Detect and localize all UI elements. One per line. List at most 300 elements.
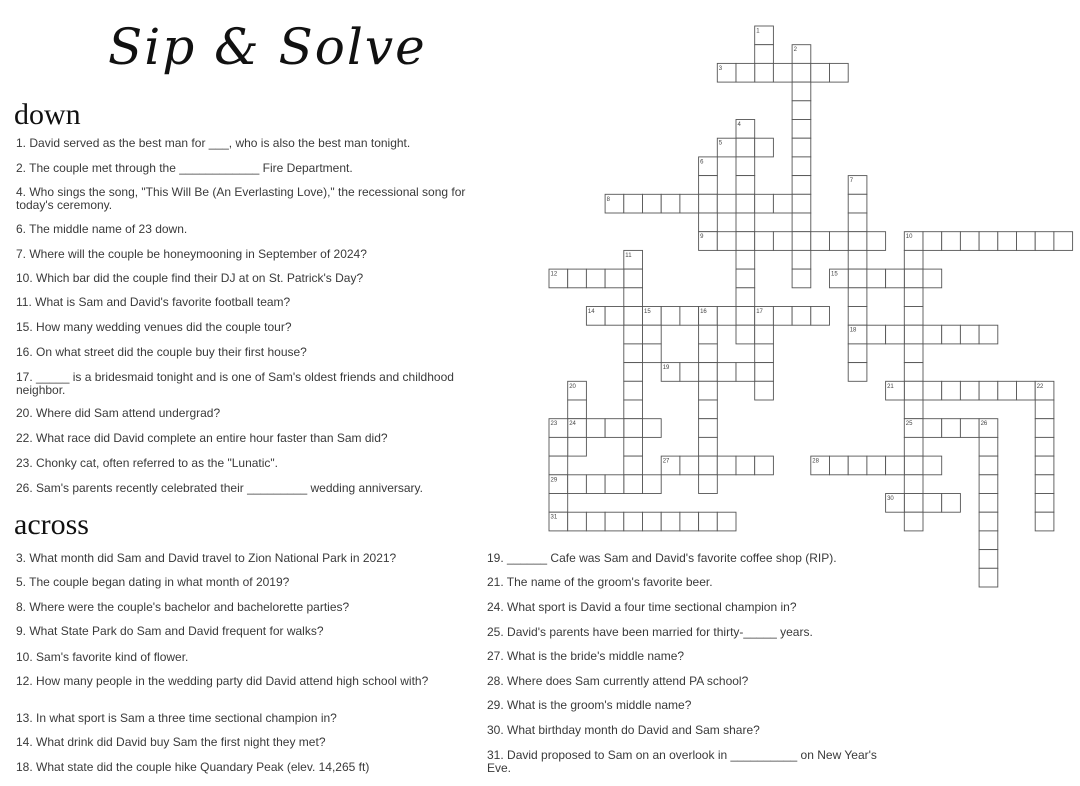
crossword-cell[interactable] [1035,437,1054,456]
crossword-cell[interactable] [605,419,624,438]
across-heading: across [14,508,89,541]
crossword-cell[interactable] [867,269,886,288]
crossword-cell[interactable] [661,456,680,475]
cell-number: 1 [756,28,760,35]
crossword-cell[interactable] [755,363,774,382]
crossword-cell[interactable] [1054,232,1073,251]
clue-number: 8. [16,600,27,614]
cell-number: 18 [849,327,857,334]
crossword-cell[interactable] [830,269,849,288]
crossword-cell[interactable] [792,45,811,64]
crossword-cell[interactable] [755,194,774,213]
crossword-cell[interactable] [755,63,774,82]
crossword-cell[interactable] [717,138,736,157]
crossword-cell[interactable] [755,307,774,326]
crossword-cell[interactable] [755,325,774,344]
clue-text: The middle name of 23 down. [26,222,188,236]
crossword-cell[interactable] [736,194,755,213]
crossword-cell[interactable] [643,344,662,363]
crossword-cell[interactable] [736,325,755,344]
cell-number: 28 [812,458,819,465]
crossword-cell[interactable] [736,157,755,176]
clue-text: Where will the couple be honeymooning in September of 2024? [26,247,367,261]
crossword-cell[interactable] [923,232,942,251]
crossword-cell[interactable] [848,288,867,307]
crossword-cell[interactable] [736,307,755,326]
cell-number: 7 [849,178,854,185]
down-heading: down [14,98,81,131]
crossword-cell[interactable] [624,437,643,456]
crossword-cell[interactable] [736,288,755,307]
clue-text: On what street did the couple buy their first house? [32,345,307,359]
clue-text: How many wedding venues did the couple tour? [32,320,292,334]
crossword-cell[interactable] [624,269,643,288]
crossword-cell[interactable] [549,512,568,531]
crossword-cell[interactable] [792,176,811,195]
crossword-cell[interactable] [886,381,905,400]
clue-number: 17. [16,370,33,384]
crossword-cell[interactable] [586,475,605,494]
crossword-cell[interactable] [904,381,923,400]
crossword-cell[interactable] [792,269,811,288]
clue-text: How many people in the wedding party did David attend high school with? [32,674,429,688]
crossword-cell[interactable] [923,456,942,475]
clue-text: David proposed to Sam on an overlook in __________ on New Year's Eve. [487,748,877,775]
across-clue [16,601,476,614]
crossword-cell[interactable] [699,456,718,475]
clue-number: 23. [16,456,33,470]
crossword-cell[interactable] [773,232,792,251]
crossword-cell[interactable] [942,232,961,251]
crossword-cell[interactable] [867,325,886,344]
crossword-cell[interactable] [736,456,755,475]
crossword-cell[interactable] [717,512,736,531]
clue-number: 6. [16,222,27,236]
crossword-cell[interactable] [549,419,568,438]
crossword-cell[interactable] [624,363,643,382]
clue-text: Sam's favorite kind of flower. [32,650,189,664]
crossword-cell[interactable] [979,550,998,569]
crossword-cell[interactable] [979,232,998,251]
crossword-cell[interactable] [699,325,718,344]
cell-number: 14 [587,309,595,315]
clue-text: What is the bride's middle name? [503,649,685,663]
crossword-cell[interactable] [886,456,905,475]
crossword-cell[interactable] [848,325,867,344]
crossword-cell[interactable] [848,176,867,195]
crossword-cell[interactable] [568,400,587,419]
cell-number: 8 [606,196,610,203]
clue-number: 18. [16,760,33,774]
clue-text: The name of the groom's favorite beer. [503,575,713,589]
crossword-cell[interactable] [605,475,624,494]
crossword-cell[interactable] [979,512,998,531]
clue-text: What State Park do Sam and David frequent for walks? [26,624,324,638]
crossword-cell[interactable] [979,381,998,400]
clue-text: Where were the couple's bachelor and bachelorette parties? [26,600,350,614]
crossword-cell[interactable] [979,531,998,550]
crossword-cell[interactable] [811,232,830,251]
down-clue [16,346,496,359]
crossword-cell[interactable] [568,475,587,494]
clue-number: 12. [16,674,33,688]
crossword-cell[interactable] [661,307,680,326]
across-clue [16,712,476,725]
crossword-cell[interactable] [904,344,923,363]
crossword-cell[interactable] [699,232,718,251]
crossword-cell[interactable] [643,194,662,213]
across-clue [487,724,907,737]
crossword-cell[interactable] [549,475,568,494]
clue-number: 15. [16,320,33,334]
crossword-cell[interactable] [830,232,849,251]
crossword-cell[interactable] [661,512,680,531]
crossword-cell[interactable] [1017,232,1036,251]
crossword-cell[interactable] [923,381,942,400]
crossword-cell[interactable] [549,494,568,513]
clue-number: 30. [487,723,504,737]
clue-text: What month did Sam and David travel to Zion National Park in 2021? [26,551,397,565]
crossword-cell[interactable] [624,288,643,307]
cell-number: 27 [662,458,670,465]
across-clue [16,576,476,589]
crossword-cell[interactable] [886,269,905,288]
crossword-cell[interactable] [942,325,961,344]
crossword-cell[interactable] [699,437,718,456]
crossword-cell[interactable] [624,456,643,475]
crossword-cell[interactable] [736,250,755,269]
crossword-cell[interactable] [979,419,998,438]
crossword-cell[interactable] [1035,494,1054,513]
crossword-cell[interactable] [699,381,718,400]
down-clue [16,407,496,420]
crossword-cell[interactable] [904,363,923,382]
clue-number: 25. [487,625,504,639]
crossword-cell[interactable] [549,437,568,456]
crossword-cell[interactable] [586,307,605,326]
crossword-cell[interactable] [699,194,718,213]
crossword-cell[interactable] [792,82,811,101]
crossword-cell[interactable] [848,344,867,363]
down-clue [16,296,496,309]
crossword-cell[interactable] [904,400,923,419]
cell-number: 20 [569,383,576,390]
crossword-cell[interactable] [792,157,811,176]
crossword-cell[interactable] [624,400,643,419]
crossword-cell[interactable] [979,494,998,513]
cell-number: 23 [550,421,558,428]
clue-text: What race did David complete an entire hour faster than Sam did? [32,431,388,445]
crossword-cell[interactable] [1035,456,1054,475]
crossword-cell[interactable] [568,419,587,438]
clue-number: 14. [16,735,33,749]
crossword-cell[interactable] [886,325,905,344]
crossword-cell[interactable] [848,194,867,213]
crossword-cell[interactable] [923,269,942,288]
crossword-cell[interactable] [904,232,923,251]
crossword-cell[interactable] [848,250,867,269]
crossword-cell[interactable] [848,456,867,475]
crossword-cell[interactable] [979,325,998,344]
crossword-cell[interactable] [699,419,718,438]
crossword-cell[interactable] [1035,512,1054,531]
down-clue [16,248,496,261]
crossword-cell[interactable] [736,232,755,251]
crossword-cell[interactable] [680,307,699,326]
crossword-cell[interactable] [792,194,811,213]
cell-number: 11 [625,252,632,259]
crossword-cell[interactable] [624,344,643,363]
crossword-cell[interactable] [717,307,736,326]
cell-number: 15 [644,309,651,315]
down-clue [16,137,496,150]
crossword-cell[interactable] [792,307,811,326]
crossword-cell[interactable] [717,363,736,382]
crossword-cell[interactable] [811,307,830,326]
crossword-cell[interactable] [979,475,998,494]
crossword-cell[interactable] [736,176,755,195]
across-clue [487,601,907,614]
clue-text: _____ is a bridesmaid tonight and is one of Sam's oldest friends and childhood neighbor. [16,370,454,397]
crossword-cell[interactable] [1035,419,1054,438]
crossword-cell[interactable] [848,269,867,288]
crossword-cell[interactable] [904,512,923,531]
crossword-cell[interactable] [792,232,811,251]
cell-number: 3 [718,65,723,72]
down-clue [16,321,496,334]
crossword-cell[interactable] [624,194,643,213]
crossword-cell[interactable] [605,512,624,531]
crossword-cell[interactable] [960,232,979,251]
crossword-cell[interactable] [755,381,774,400]
clue-text: David's parents have been married for thirty-_____ years. [503,625,813,639]
cell-number: 10 [905,234,913,241]
crossword-cell[interactable] [755,26,774,45]
crossword-cell[interactable] [549,269,568,288]
crossword-cell[interactable] [736,363,755,382]
crossword-cell[interactable] [568,381,587,400]
cell-number: 31 [550,514,558,521]
clue-number: 3. [16,551,27,565]
crossword-cell[interactable] [624,325,643,344]
crossword-cell[interactable] [904,494,923,513]
clue-number: 19. [487,551,504,565]
cell-number: 29 [550,477,558,484]
clue-number: 2. [16,161,27,175]
crossword-cell[interactable] [624,381,643,400]
crossword-cell[interactable] [792,63,811,82]
clue-number: 11. [16,295,32,309]
crossword-cell[interactable] [904,307,923,326]
crossword-cell[interactable] [1035,400,1054,419]
crossword-cell[interactable] [736,63,755,82]
clue-text: Sam's parents recently celebrated their _________ wedding anniversary. [32,481,423,495]
crossword-cell[interactable] [643,307,662,326]
crossword-cell[interactable] [848,307,867,326]
crossword-cell[interactable] [699,400,718,419]
crossword-cell[interactable] [792,101,811,120]
crossword-cell[interactable] [904,250,923,269]
clue-text: Who sings the song, "This Will Be (An Everlasting Love)," the recessional song for today's ceremony. [16,185,466,212]
cell-number: 16 [700,309,707,315]
crossword-cell[interactable] [568,437,587,456]
across-clue [487,675,907,688]
crossword-cell[interactable] [680,456,699,475]
crossword-cell[interactable] [886,494,905,513]
crossword-cell[interactable] [904,437,923,456]
crossword-cell[interactable] [923,325,942,344]
crossword-cell[interactable] [979,437,998,456]
clue-text: What sport is David a four time sectional champion in? [503,600,797,614]
crossword-cell[interactable] [1035,475,1054,494]
crossword-cell[interactable] [773,63,792,82]
crossword-cell[interactable] [605,307,624,326]
crossword-cell[interactable] [848,213,867,232]
crossword-cell[interactable] [848,363,867,382]
crossword-cell[interactable] [773,194,792,213]
crossword-cell[interactable] [960,419,979,438]
crossword-cell[interactable] [960,325,979,344]
crossword-cell[interactable] [979,456,998,475]
crossword-cell[interactable] [923,494,942,513]
crossword-cell[interactable] [661,194,680,213]
crossword-cell[interactable] [586,512,605,531]
crossword-cell[interactable] [792,138,811,157]
clue-number: 26. [16,481,33,495]
crossword-cell[interactable] [624,250,643,269]
crossword-cell[interactable] [848,232,867,251]
crossword-cell[interactable] [773,307,792,326]
crossword-cell[interactable] [904,288,923,307]
crossword-cell[interactable] [736,138,755,157]
crossword-cell[interactable] [830,456,849,475]
crossword-cell[interactable] [1035,381,1054,400]
crossword-cell[interactable] [755,344,774,363]
clue-number: 13. [16,711,33,725]
across-clue [487,699,907,712]
crossword-cell[interactable] [680,512,699,531]
crossword-cell[interactable] [755,138,774,157]
crossword-cell[interactable] [643,325,662,344]
crossword-cell[interactable] [699,344,718,363]
crossword-cell[interactable] [942,419,961,438]
crossword-cell[interactable] [979,568,998,587]
crossword-cell[interactable] [643,419,662,438]
crossword-cell[interactable] [699,512,718,531]
crossword-cell[interactable] [904,475,923,494]
crossword-cell[interactable] [1035,232,1054,251]
down-clue [16,371,476,397]
crossword-cell[interactable] [792,250,811,269]
across-clue [16,651,476,664]
crossword-cell[interactable] [755,456,774,475]
clue-text: David served as the best man for ___, who is also the best man tonight. [26,136,411,150]
crossword-cell[interactable] [792,120,811,139]
cell-number: 19 [662,365,670,372]
crossword-cell[interactable] [699,363,718,382]
crossword-cell[interactable] [717,232,736,251]
crossword-cell[interactable] [717,456,736,475]
crossword-cell[interactable] [792,213,811,232]
crossword-cell[interactable] [549,456,568,475]
cell-number: 25 [905,421,913,428]
crossword-cell[interactable] [736,269,755,288]
clue-number: 7. [16,247,27,261]
cell-number: 5 [718,140,723,147]
crossword-cell[interactable] [904,325,923,344]
crossword-cell[interactable] [960,381,979,400]
crossword-cell[interactable] [867,456,886,475]
down-clue [16,272,496,285]
down-clue [16,482,426,495]
crossword-cell[interactable] [624,512,643,531]
clue-text: Where did Sam attend undergrad? [32,406,221,420]
crossword-cell[interactable] [680,194,699,213]
crossword-cell[interactable] [624,475,643,494]
crossword-cell[interactable] [904,269,923,288]
clue-number: 10. [16,650,33,664]
crossword-cell[interactable] [998,232,1017,251]
crossword-cell[interactable] [736,213,755,232]
across-clue [487,576,907,589]
crossword-cell[interactable] [699,475,718,494]
crossword-cell[interactable] [942,381,961,400]
crossword-cell[interactable] [811,63,830,82]
crossword-cell[interactable] [1017,381,1036,400]
crossword-cell[interactable] [643,512,662,531]
clue-number: 29. [487,698,504,712]
crossword-cell[interactable] [586,269,605,288]
crossword-cell[interactable] [717,194,736,213]
crossword-cell[interactable] [643,475,662,494]
crossword-cell[interactable] [717,63,736,82]
crossword-cell[interactable] [904,456,923,475]
crossword-cell[interactable] [586,419,605,438]
crossword-cell[interactable] [830,63,849,82]
crossword-cell[interactable] [998,381,1017,400]
crossword-cell[interactable] [624,419,643,438]
crossword-cell[interactable] [699,176,718,195]
crossword-cell[interactable] [699,157,718,176]
down-clue [16,457,496,470]
cell-number: 24 [569,421,576,428]
crossword-cell[interactable] [755,45,774,64]
crossword-cell[interactable] [699,213,718,232]
crossword-cell[interactable] [568,269,587,288]
crossword-cell[interactable] [680,363,699,382]
crossword-cell[interactable] [755,232,774,251]
crossword-cell[interactable] [923,419,942,438]
down-clue [16,186,486,212]
crossword-cell[interactable] [661,363,680,382]
crossword-cell[interactable] [624,307,643,326]
crossword-cell[interactable] [736,120,755,139]
clue-text: In what sport is Sam a three time sectional champion in? [32,711,337,725]
clue-text: What birthday month do David and Sam share? [503,723,760,737]
crossword-cell[interactable] [904,419,923,438]
clue-number: 10. [16,271,33,285]
cell-number: 17 [756,309,763,315]
crossword-cell[interactable] [568,512,587,531]
crossword-cell[interactable] [605,269,624,288]
crossword-cell[interactable] [942,494,961,513]
crossword-cell[interactable] [699,307,718,326]
crossword-cell[interactable] [605,194,624,213]
crossword-cell[interactable] [867,232,886,251]
crossword-cell[interactable] [811,456,830,475]
clue-number: 16. [16,345,33,359]
clue-number: 28. [487,674,504,688]
